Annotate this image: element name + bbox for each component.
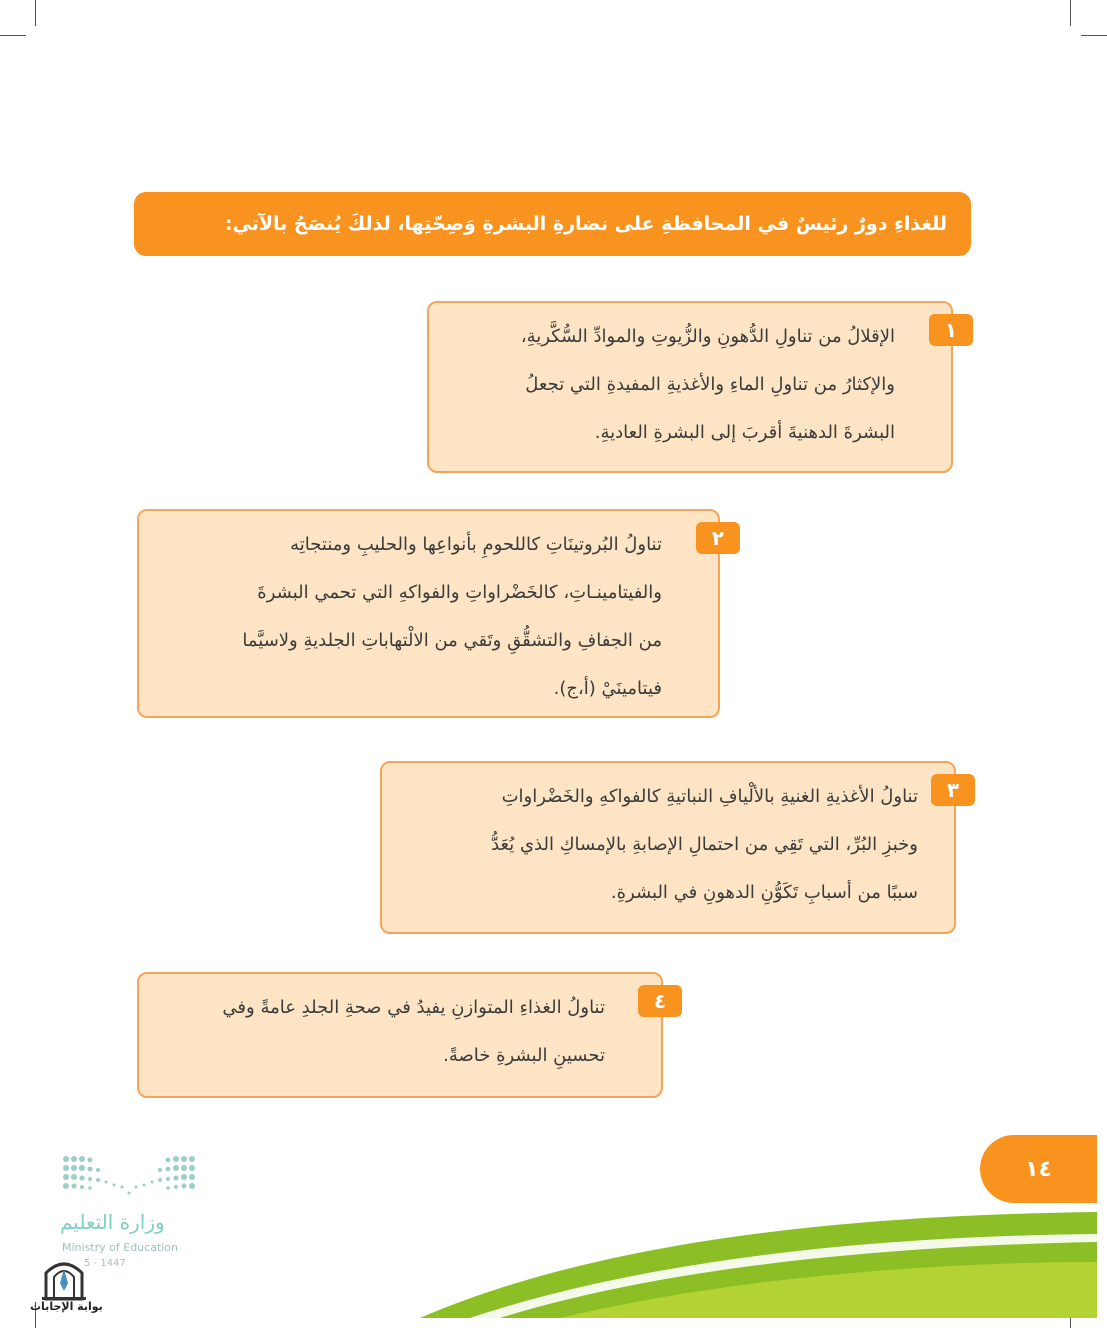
tip-1-line-2: والإكثارُ من تناولِ الماءِ والأغذيةِ المفيدةِ التي تجعلُ xyxy=(525,374,895,395)
ministry-logo-icon xyxy=(62,1155,198,1199)
ministry-year: 5 - 1447 xyxy=(84,1258,126,1269)
tip-box-3 xyxy=(380,761,956,934)
tip-2-line-2: والفيتامينـاتِ، كالخَضْراواتِ والفواكهِ التي تحمي البشرةَ xyxy=(257,582,662,603)
tip-4-line-1: تناولُ الغذاءِ المتوازنِ يفيدُ في صحةِ الجلدِ عامةً وفي xyxy=(222,997,605,1018)
ministry-name-english: Ministry of Education xyxy=(62,1241,179,1254)
intro-text: للغذاءِ دورٌ رئيسٌ في المحافظةِ على نضارةِ البشرةِ وَصِحّتِها، لذلكَ يُنصَحُ بالآتي: xyxy=(224,213,947,235)
tip-2-line-3: من الجفافِ والتشقُّقِ وتَقي من الالْتهاباتِ الجلديةِ ولاسيَّما xyxy=(242,630,662,651)
intro-banner xyxy=(134,192,971,256)
ministry-name-arabic: وزارة التعليم xyxy=(60,1210,165,1234)
tip-1-line-3: البشرةَ الدهنيةَ أقربَ إلى البشرةِ العاديةِ. xyxy=(594,422,895,443)
tip-box-4 xyxy=(137,972,663,1098)
tip-3-line-3: سببًا من أسبابِ تَكَوُّنِ الدهونِ في البشرةِ. xyxy=(610,882,918,903)
tip-2-line-4: فيتامينَيْ (أ،ج). xyxy=(553,678,662,699)
tip-number-badge-2: ٢ xyxy=(696,522,740,554)
tip-2-line-1: تناولُ البُروتينَاتِ كاللحومِ بأنواعِها والحليبِ ومنتجاتِه xyxy=(290,534,662,555)
portal-logo-icon xyxy=(40,1255,88,1301)
tip-number-badge-1: ١ xyxy=(929,314,973,346)
tip-number-badge-4: ٤ xyxy=(638,985,682,1017)
tip-3-line-1: تناولُ الأغذيةِ الغنيةِ بالألْيافِ النباتيةِ كالفواكهِ والخَضْراواتِ xyxy=(501,786,918,807)
page-number: ١٤ xyxy=(980,1135,1097,1203)
tip-1-line-1: الإقلالُ من تناولِ الدُّهونِ والزُّيوتِ والموادِّ السُّكَّريةِ، xyxy=(520,326,895,347)
tip-box-2 xyxy=(137,509,720,718)
portal-name: بوابة الإجابات xyxy=(30,1300,103,1313)
tip-3-line-2: وخبزِ البُرِّ، التي تَقِي من احتمالِ الإصابةِ بالإمساكِ الذي يُعَدُّ xyxy=(491,834,918,855)
tip-box-1 xyxy=(427,301,953,473)
tip-number-badge-3: ٣ xyxy=(931,774,975,806)
tip-4-line-2: تحسينِ البشرةِ خاصةً. xyxy=(443,1045,605,1066)
